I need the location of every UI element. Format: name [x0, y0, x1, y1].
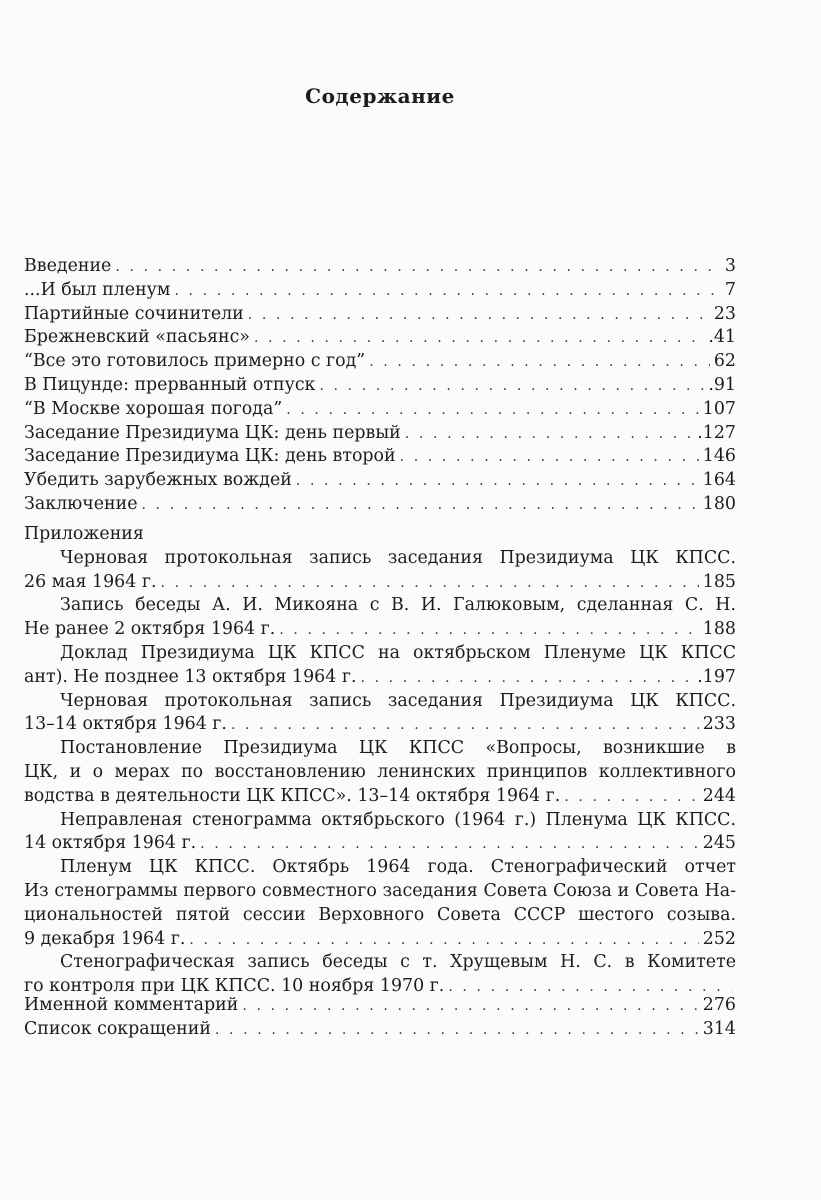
entry-title: ...И был пленум: [24, 279, 171, 300]
dot-leader: [286, 399, 699, 423]
appendix-entry-line: Доклад Президиума ЦК КПСС на октябрьском Пленуме ЦК КПСС: [60, 642, 736, 663]
dot-leader: [215, 1019, 699, 1043]
toc-entry: [24, 445, 736, 469]
appendix-entry-line: Черновая протокольная запись заседания Президиума ЦК КПСС.: [60, 547, 736, 568]
dot-leader: [115, 256, 721, 280]
toc-entry: [24, 255, 736, 279]
toc-entry: [24, 350, 736, 374]
page-title: Содержание: [305, 84, 455, 108]
page-number: 62: [713, 351, 736, 372]
toc-entry: [24, 493, 736, 517]
page-number: .91: [708, 374, 736, 395]
entry-title: Список сокращений: [24, 1018, 211, 1039]
page-number: 7: [724, 279, 736, 300]
appendix-entry: [24, 928, 736, 952]
page-number: .41: [708, 327, 736, 348]
dot-leader: [231, 714, 699, 738]
toc-entry: [24, 374, 736, 398]
appendix-entry-line: Из стенограммы первого совместного заседания Совета Союза и Совета На-: [24, 880, 736, 901]
entry-title: Брежневский «пасьянс»: [24, 327, 250, 348]
toc-entry: [24, 1018, 736, 1042]
page-number: 188: [702, 619, 736, 640]
entry-title: го контроля при ЦК КПСС. 10 ноября 1970 г.: [24, 976, 445, 997]
toc-entry: [24, 994, 736, 1018]
entry-title: “Все это готовилось примерно с год”: [24, 351, 366, 372]
entry-title: 9 декабря 1964 г.: [24, 928, 186, 949]
entry-title: Заседание Президиума ЦК: день первый: [24, 422, 401, 443]
page-number: 164: [702, 470, 736, 491]
toc-entry: [24, 469, 736, 493]
page-number: 3: [724, 256, 736, 276]
entry-title: Партийные сочинители: [24, 303, 244, 324]
contents-list: [24, 255, 736, 517]
dot-leader: [279, 619, 699, 643]
appendix-entry-line: ЦК, и о мерах по восстановлению ленинских принципов коллективного: [24, 761, 736, 782]
dot-leader: [174, 280, 720, 304]
dot-leader: [400, 446, 699, 470]
page-number: 252: [702, 928, 736, 949]
appendix-entry: [24, 832, 736, 856]
appendix-entry-line: Черновая протокольная запись заседания Президиума ЦК КПСС.: [60, 690, 736, 711]
entry-title: ант). Не позднее 13 октября 1964 г.: [24, 666, 357, 687]
page-number: 245: [702, 833, 736, 854]
dot-leader: [254, 327, 704, 351]
page-number: 314: [702, 1018, 736, 1039]
entry-title: водства в деятельности ЦК КПСС». 13–14 октября 1964 г.: [24, 785, 561, 806]
dot-leader: [160, 572, 698, 596]
page-number: 107: [702, 398, 736, 419]
appendix-entry-line: Стенографическая запись беседы с т. Хрущевым Н. С. в Комитете: [60, 952, 736, 973]
page-number: 244: [702, 785, 736, 806]
appendix-entry: [24, 713, 736, 737]
entry-title: 14 октября 1964 г.: [24, 833, 197, 854]
entry-title: В Пицунде: прерванный отпуск: [24, 374, 316, 395]
entry-title: Заседание Президиума ЦК: день второй: [24, 446, 396, 467]
dot-leader: [369, 351, 710, 375]
dot-leader: [319, 375, 704, 399]
page-number: 180: [702, 493, 736, 514]
appendix-entry-line: Неправленая стенограмма октябрьского (1964 г.) Пленума ЦК КПСС.: [60, 809, 736, 830]
entry-title: “В Москве хорошая погода”: [24, 398, 283, 419]
appendix-entry: [24, 785, 736, 809]
dot-leader: [405, 423, 693, 447]
entry-title: Именной комментарий: [24, 995, 239, 1015]
page-number: 146: [702, 446, 736, 467]
entry-title: Заключение: [24, 493, 138, 514]
appendix-heading: Приложения: [24, 524, 144, 544]
back-matter-list: [24, 994, 736, 1042]
toc-entry: [24, 326, 736, 350]
appendix-entry: [24, 571, 736, 595]
dot-leader: [564, 786, 698, 810]
entry-title: 26 мая 1964 г.: [24, 571, 157, 592]
toc-entry: [24, 279, 736, 303]
dot-leader: [242, 995, 698, 1019]
appendix-list: [24, 523, 736, 999]
entry-title: Введение: [24, 256, 112, 276]
appendix-entry: [24, 666, 736, 690]
dot-leader: [142, 494, 699, 518]
toc-entry: [24, 398, 736, 422]
dot-leader: [296, 470, 699, 494]
appendix-entry-line: Пленум ЦК КПСС. Октябрь 1964 года. Стенографический отчет: [60, 857, 736, 878]
toc-entry: [24, 422, 736, 446]
dot-leader: [248, 304, 710, 328]
appendix-entry-line: Запись беседы А. И. Микояна с В. И. Галюковым, сделанная С. Н.: [60, 595, 736, 616]
entry-title: 13–14 октября 1964 г.: [24, 714, 227, 735]
page-number: 276: [702, 995, 736, 1015]
page-number: 233: [702, 714, 736, 735]
page-number: .127: [697, 422, 736, 443]
dot-leader: [189, 929, 698, 953]
entry-title: Не ранее 2 октября 1964 г.: [24, 619, 276, 640]
dot-leader: [200, 833, 699, 857]
appendix-entry-line: циональностей пятой сессии Верховного Совета СССР шестого созыва.: [24, 904, 736, 925]
page-number: 185: [702, 571, 736, 592]
entry-title: Убедить зарубежных вождей: [24, 470, 292, 491]
toc-entry: [24, 303, 736, 327]
appendix-entry: [24, 618, 736, 642]
page-number: .197: [697, 666, 736, 687]
appendix-entry-line: Постановление Президиума ЦК КПСС «Вопросы, возникшие в: [60, 738, 736, 759]
dot-leader: [360, 667, 693, 691]
page-number: 23: [713, 303, 736, 324]
